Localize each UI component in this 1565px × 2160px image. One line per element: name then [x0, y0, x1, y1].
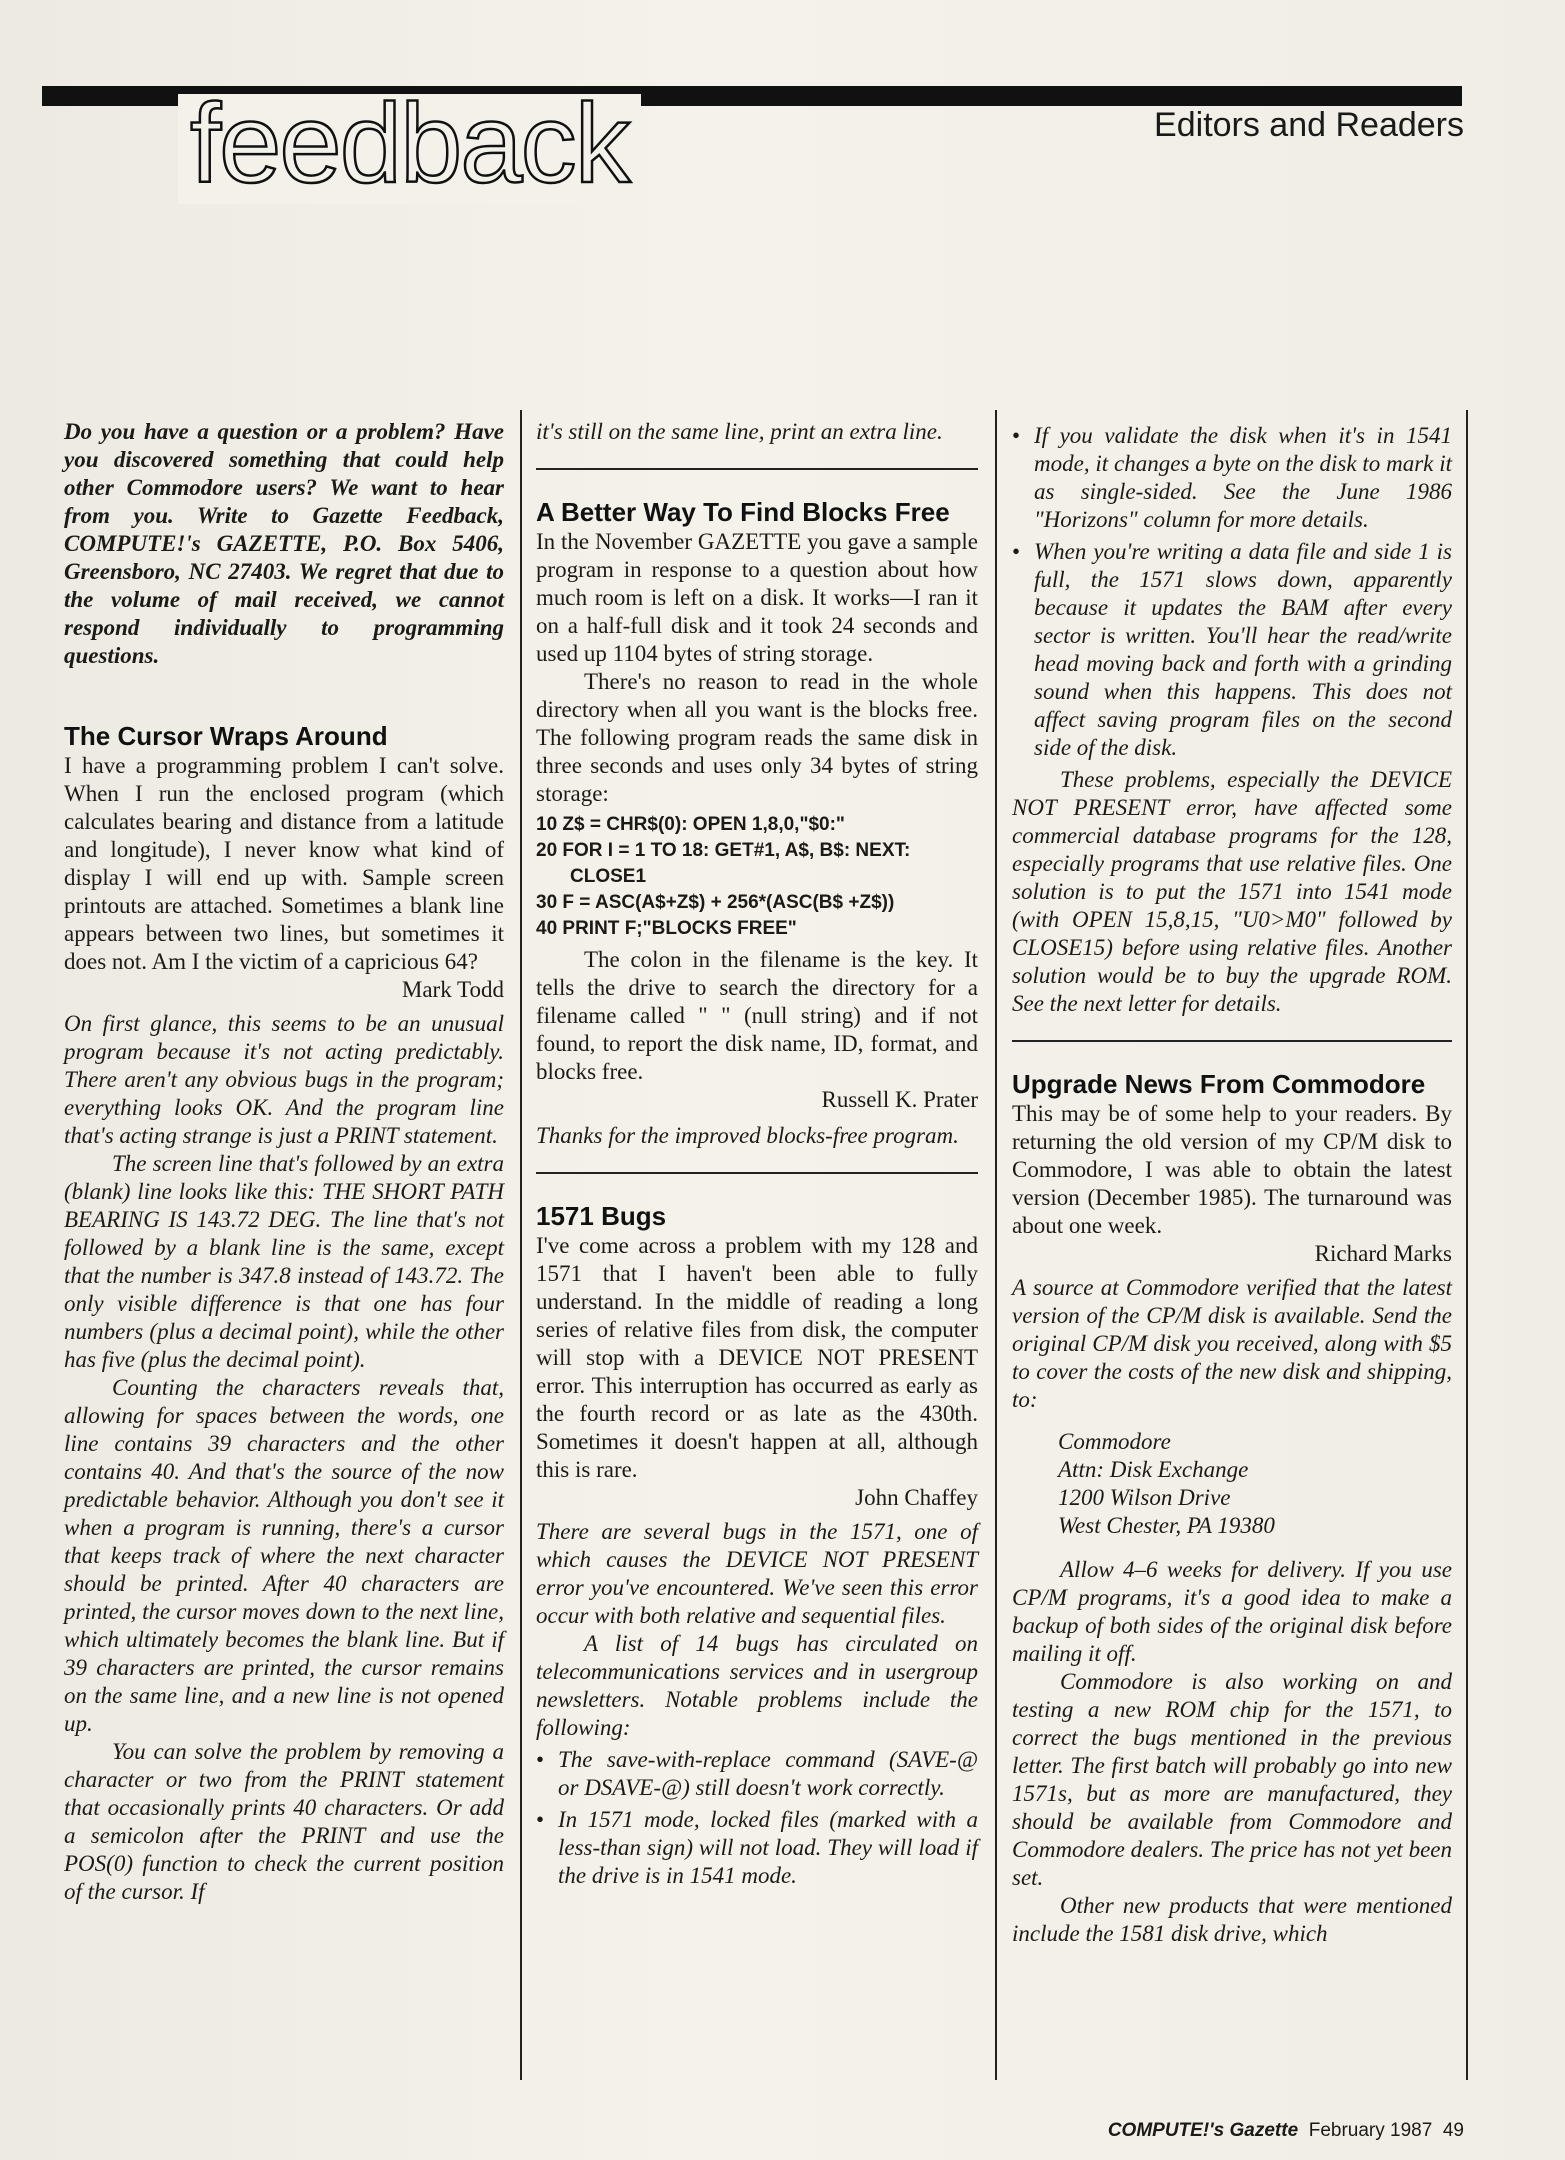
bug-list-continued [1012, 422, 1452, 762]
bugs-signature: John Chaffey [855, 1485, 978, 1510]
column-divider [1466, 410, 1468, 2080]
article-title-bugs: 1571 Bugs [536, 1201, 667, 1231]
article-divider [536, 468, 978, 470]
blocks-reply: Thanks for the improved blocks-free program. [536, 1123, 959, 1148]
bugs-reply-1: There are several bugs in the 1571, one of which causes the DEVICE NOT PRESENT error you've encountered. We've seen this error occur with both relative and sequential files. [536, 1519, 978, 1628]
cursor-reply-2: The screen line that's followed by an extra (blank) line looks like this: THE SHORT PATH BEARING IS 143.72 DEG. The line that's not followed by a blank line is the same, except that the number is 347.8 instead of 143.72. The only visible difference is that one has four numbers (plus a decimal point), while the other has five (plus the decimal point). [64, 1151, 504, 1372]
column-1 [64, 418, 504, 1906]
upgrade-reply-3: Commodore is also working on and testing a new ROM chip for the 1571, to correct the bugs mentioned in the previous letter. The first batch will probably go into new 1571s, but as more are manufactured, they should be available from Commodore and Commodore dealers. The price has not yet been set. [1012, 1669, 1452, 1890]
program-listing [536, 812, 978, 942]
bugs-reply-2: A list of 14 bugs has circulated on telecommunications services and in usergroup newsletters. Notable problems include the following: [536, 1631, 978, 1740]
article-divider [536, 1172, 978, 1174]
blocks-signature: Russell K. Prater [821, 1087, 978, 1112]
upgrade-reply-1: A source at Commodore verified that the latest version of the CP/M disk is available. Send the original CP/M disk you received, along with $5 to cover the costs of the new disk and shipping, to: [1012, 1275, 1452, 1412]
section-label: Editors and Readers [1154, 106, 1464, 144]
upgrade-reply-4: Other new products that were mentioned include the 1581 disk drive, which [1012, 1893, 1452, 1946]
page-footer [1080, 2120, 1464, 2142]
page-number: 49 [1442, 2120, 1464, 2141]
intro-paragraph: Do you have a question or a problem? Have you discovered something that could help other Commodore users? We want to hear from you. Write to Gazette Feedback, COMPUTE!'s GAZETTE, P.O. Box 5406, Greensboro, NC 27403. We regret that due to the volume of mail received, we cannot respond individually to programming questions. [64, 419, 504, 668]
address-line: Attn: Disk Exchange [1058, 1457, 1249, 1482]
address-line: Commodore [1058, 1429, 1171, 1454]
feedback-logo: feedback [178, 94, 641, 204]
code-line: 20 FOR I = 1 TO 18: GET#1, A$, B$: NEXT: CLOSE1 [536, 840, 911, 887]
mailing-address [1058, 1428, 1452, 1540]
bug-list-item: • If you validate the disk when it's in 1541 mode, it changes a byte on the disk to mark it as single-sided. See the June 1986 "Horizons" column for more details. [1012, 422, 1452, 534]
article-divider [1012, 1040, 1452, 1042]
upgrade-signature: Richard Marks [1314, 1241, 1452, 1266]
address-line: 1200 Wilson Drive [1058, 1485, 1231, 1510]
bug-list-item: • In 1571 mode, locked files (marked with a less-than sign) will not load. They will load if the drive is in 1541 mode. [536, 1806, 978, 1890]
upgrade-reply-2: Allow 4–6 weeks for delivery. If you use CP/M programs, it's a good idea to make a backup of both sides of the original disk before mailing it off. [1012, 1557, 1452, 1666]
column-2 [536, 418, 978, 1894]
code-line: 10 Z$ = CHR$(0): OPEN 1,8,0,"$0:" [536, 814, 845, 835]
address-line: West Chester, PA 19380 [1058, 1513, 1275, 1538]
bug-list-item: • The save-with-replace command (SAVE-@ or DSAVE-@) still doesn't work correctly. [536, 1746, 978, 1802]
issue-date: February 1987 [1308, 2120, 1433, 2141]
code-line: 40 PRINT F;"BLOCKS FREE" [536, 918, 797, 939]
bugs-letter: I've come across a problem with my 128 and 1571 that I haven't been able to fully understand. In the middle of reading a long series of relative files from disk, the computer will stop with a DEVICE NOT PRESENT error. This interruption has occurred as early as the fourth record or as late as the 430th. Sometimes it doesn't happen at all, although this is rare. [536, 1233, 978, 1482]
article-title-cursor: The Cursor Wraps Around [64, 721, 388, 751]
cursor-reply-1: On first glance, this seems to be an unusual program because it's not acting predictably. There aren't any obvious bugs in the program; everything looks OK. And the program line that's acting strange is just a PRINT statement. [64, 1011, 504, 1148]
column-divider [520, 410, 522, 2080]
cursor-reply-3: Counting the characters reveals that, allowing for spaces between the words, one line contains 39 characters and the other contains 40. And that's the source of the now predictable behavior. Although you don't see it when a program is running, there's a cursor that keeps track of where the next character should be printed. After 40 characters are printed, the cursor moves down to the next line, which ultimately becomes the blank line. But if 39 characters are printed, the cursor remains on the same line, and a new line is not opened up. [64, 1375, 504, 1736]
cursor-letter: I have a programming problem I can't solve. When I run the enclosed program (which calculates bearing and distance from a latitude and longitude), I never know what kind of display I will end up with. Sample screen printouts are attached. Sometimes a blank line appears between two lines, but sometimes it does not. Am I the victim of a capricious 64? [64, 753, 504, 974]
blocks-letter-1: In the November GAZETTE you gave a sample program in response to a question about how much room is left on a disk. It works—I ran it on a half-full disk and it took 24 seconds and used up 1104 bytes of string storage. [536, 529, 978, 666]
blocks-letter-3: The colon in the filename is the key. It tells the drive to search the directory for a filename called " " (null string) and if not found, to report the disk name, ID, format, and blocks free. [536, 947, 978, 1084]
column-divider [995, 410, 997, 2080]
cursor-signature: Mark Todd [401, 977, 504, 1002]
bug-list [536, 1746, 978, 1890]
cursor-reply-4: You can solve the problem by removing a character or two from the PRINT statement that occasionally prints 40 characters. Or add a semicolon after the PRINT and use the POS(0) function to check the current position of the cursor. If [64, 1739, 504, 1904]
article-title-upgrade: Upgrade News From Commodore [1012, 1069, 1426, 1099]
upgrade-letter: This may be of some help to your readers. By returning the old version of my CP/M disk to Commodore, I was able to obtain the latest version (December 1985). The turnaround was about one week. [1012, 1101, 1452, 1238]
article-title-blocks: A Better Way To Find Blocks Free [536, 497, 950, 527]
bugs-reply-3: These problems, especially the DEVICE NOT PRESENT error, have affected some commercial database programs for the 128, especially programs that use relative files. One solution is to put the 1571 into 1541 mode (with OPEN 15,8,15, "U0>M0" followed by CLOSE15) before using relative files. Another solution would be to buy the upgrade ROM. See the next letter for details. [1012, 767, 1452, 1016]
cursor-reply-continued: it's still on the same line, print an extra line. [536, 419, 943, 444]
magazine-name: COMPUTE!'s Gazette [1107, 2120, 1299, 2141]
bug-list-item: • When you're writing a data file and side 1 is full, the 1571 slows down, apparently because it updates the BAM after every sector is written. You'll hear the read/write head moving back and forth with a grinding sound when this happens. This does not affect saving program files on the second side of the disk. [1012, 538, 1452, 762]
blocks-letter-2: There's no reason to read in the whole directory when all you want is the blocks free. The following program reads the same disk in three seconds and uses only 34 bytes of string storage: [536, 669, 978, 806]
column-3 [1012, 418, 1452, 1948]
code-line: 30 F = ASC(A$+Z$) + 256*(ASC(B$ +Z$)) [536, 892, 895, 913]
